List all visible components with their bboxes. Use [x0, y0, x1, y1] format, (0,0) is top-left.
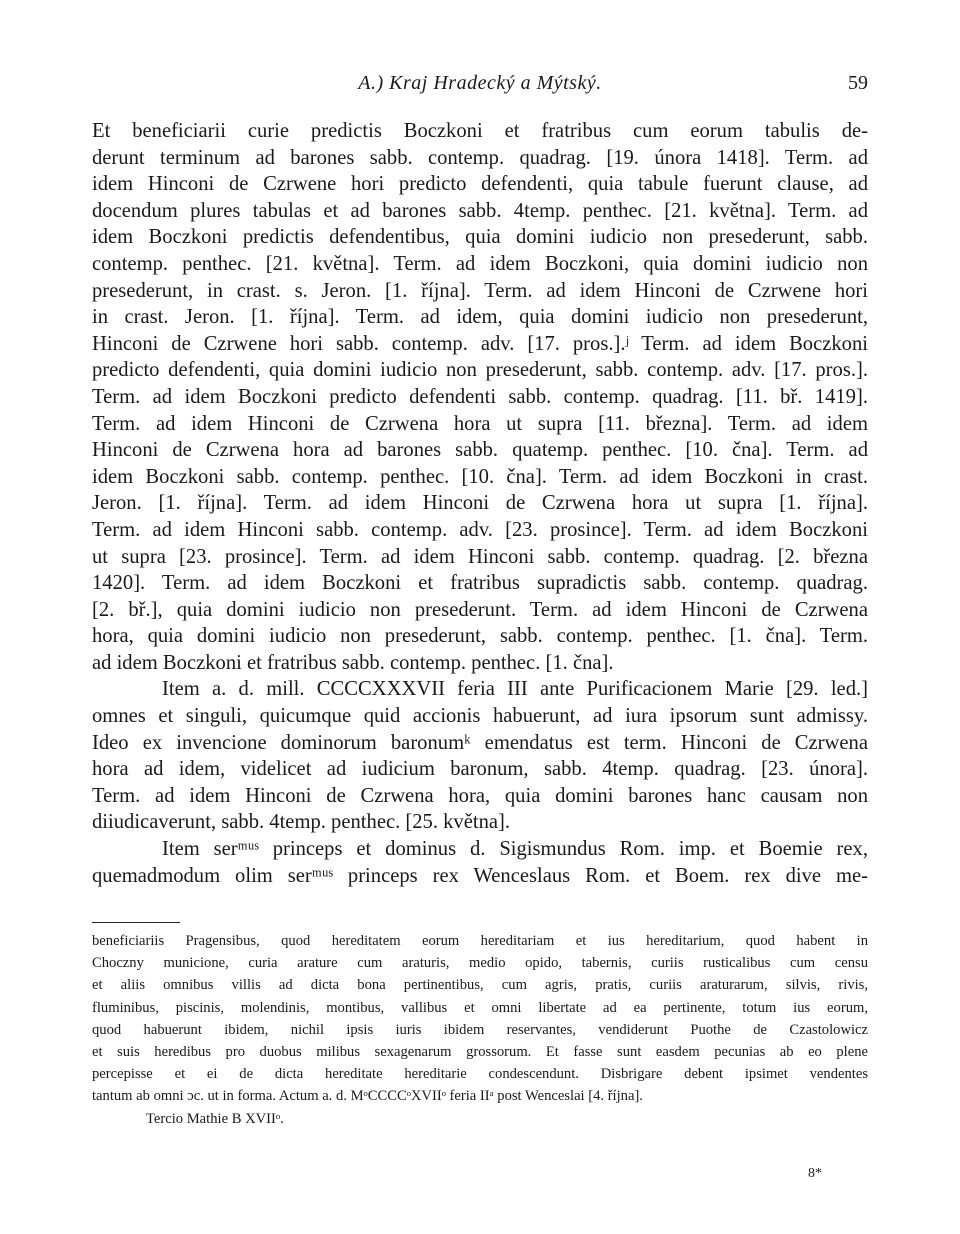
- text-line: hora, quia domini iudicio non presederunt, sabb. contemp. penthec. [1. čna]. Term.: [92, 625, 868, 648]
- text-line: Term. ad idem Boczkoni predicto defendenti sabb. contemp. quadrag. [11. bř. 1419].: [92, 385, 868, 408]
- text-line: diiudicaverunt, sabb. 4temp. penthec. [25. května].: [92, 811, 511, 834]
- body-text: [92, 118, 868, 889]
- footnote-line: fluminibus, piscinis, molendinis, montibus, vallibus et omni libertate ad ea pertinente, totum ius eorum,: [92, 999, 868, 1016]
- text-line: Jeron. [1. října]. Term. ad idem Hinconi de Czrwena hora ut supra [1. října].: [92, 492, 868, 515]
- running-head: [92, 72, 868, 100]
- footnote-line: quod habuerunt ibidem, nichil ipsis iuris ibidem reservantes, vendiderunt Puothe de Czastolowicz: [92, 1021, 868, 1038]
- text-line: Hinconi de Czrwena hora ad barones sabb. quatemp. penthec. [10. čna]. Term. ad: [92, 439, 868, 462]
- text-line: hora ad idem, videlicet ad iudicium baronum, sabb. 4temp. quadrag. [23. února].: [92, 758, 868, 781]
- text-line: ad idem Boczkoni et fratribus sabb. contemp. penthec. [1. čna].: [92, 651, 614, 674]
- footnote-separator: [92, 922, 180, 923]
- text-line: Item serᵐᵘˢ princeps et dominus d. Sigismundus Rom. imp. et Boemie rex,: [162, 838, 868, 861]
- text-line: idem Hinconi de Czrwene hori predicto defendenti, quia tabule fuerunt clause, ad: [92, 173, 868, 196]
- text-line: presederunt, in crast. s. Jeron. [1. října]. Term. ad idem Hinconi de Czrwene hori: [92, 279, 868, 302]
- page-number: 59: [848, 72, 868, 94]
- text-line: omnes et singuli, quicumque quid accionis habuerunt, ad iura ipsorum sunt admissy.: [92, 705, 868, 728]
- footnote-line: et aliis omnibus villis ad dicta bona pertinentibus, cum agris, pratis, curiis araturarum, silvis, rivis,: [92, 977, 868, 994]
- text-line: Et beneficiarii curie predictis Boczkoni et fratribus cum eorum tabulis de-: [92, 120, 868, 142]
- text-line: Item a. d. mill. CCCCXXXVII feria III ante Purificacionem Marie [29. led.]: [162, 678, 868, 701]
- text-line: ut supra [23. prosince]. Term. ad idem Hinconi sabb. contemp. quadrag. [2. března: [92, 545, 868, 568]
- text-line: quemadmodum olim serᵐᵘˢ princeps rex Wenceslaus Rom. et Boem. rex dive me-: [92, 864, 868, 887]
- text-line: docendum plures tabulas et ad barones sabb. 4temp. penthec. [21. května]. Term. ad: [92, 199, 868, 222]
- text-line: Hinconi de Czrwene hori sabb. contemp. adv. [17. pros.].ʲ Term. ad idem Boczkoni: [92, 332, 868, 355]
- text-line: idem Boczkoni sabb. contemp. penthec. [10. čna]. Term. ad idem Boczkoni in crast.: [92, 465, 868, 488]
- footnote-line: et suis heredibus pro duobus milibus sexagenarum grossorum. Et fasse sunt easdem pecunias ab eo plene: [92, 1043, 868, 1060]
- text-line: derunt terminum ad barones sabb. contemp. quadrag. [19. února 1418]. Term. ad: [92, 146, 868, 169]
- text-line: Term. ad idem Hinconi de Czrwena hora ut supra [11. března]. Term. ad idem: [92, 412, 868, 435]
- text-line: [2. bř.], quia domini iudicio non presederunt. Term. ad idem Hinconi de Czrwena: [92, 598, 868, 621]
- footnote-line: Tercio Mathie B XVIIᵒ.: [146, 1110, 284, 1127]
- signature-mark: 8*: [808, 1166, 822, 1181]
- text-line: in crast. Jeron. [1. října]. Term. ad idem, quia domini iudicio non presederunt,: [92, 306, 868, 329]
- footnotes: [92, 930, 868, 1130]
- footnote-line: Choczny municione, curia arature cum araturis, medio opido, tabernis, curiis rusticalibus cum censu: [92, 955, 868, 972]
- text-line: 1420]. Term. ad idem Boczkoni et fratribus supradictis sabb. contemp. quadrag.: [92, 572, 868, 595]
- text-line: predicto defendenti, quia domini iudicio non presederunt, sabb. contemp. adv. [17. pros.].: [92, 359, 868, 382]
- text-line: Ideo ex invencione dominorum baronumᵏ emendatus est term. Hinconi de Czrwena: [92, 731, 868, 754]
- text-line: Term. ad idem Hinconi de Czrwena hora, quia domini barones hanc causam non: [92, 784, 868, 807]
- footnote-line: beneficiariis Pragensibus, quod hereditatem eorum hereditariam et ius hereditarium, quod habent in: [92, 933, 868, 949]
- text-line: contemp. penthec. [21. května]. Term. ad idem Boczkoni, quia domini iudicio non: [92, 252, 868, 275]
- footnote-line: percepisse et ei de dicta hereditate hereditarie condescendunt. Disbrigare debent ipsimet vendentes: [92, 1066, 868, 1083]
- running-title: A.) Kraj Hradecký a Mýtský.: [358, 72, 602, 94]
- text-line: idem Boczkoni predictis defendentibus, quia domini iudicio non presederunt, sabb.: [92, 226, 868, 249]
- text-line: Term. ad idem Hinconi sabb. contemp. adv. [23. prosince]. Term. ad idem Boczkoni: [92, 518, 868, 541]
- footnote-line: tantum ab omni ɔc. ut in forma. Actum a. d. MᵒCCCCᵒXVIIᵒ feria IIᵃ post Wenceslai [4. října].: [92, 1088, 643, 1105]
